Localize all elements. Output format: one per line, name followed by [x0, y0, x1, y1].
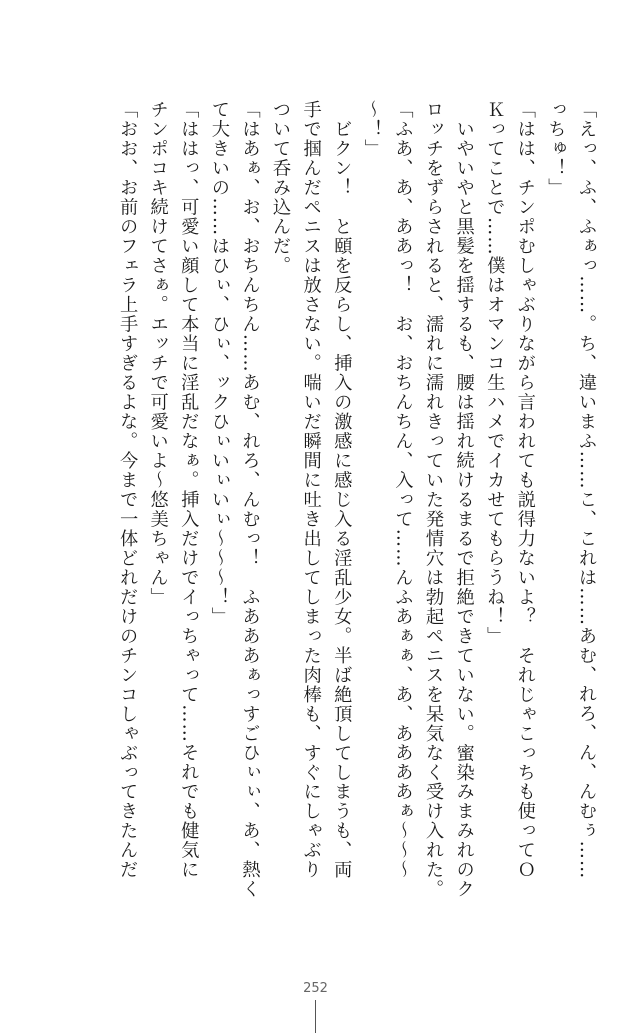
- text-line: いやいやと黒髪を揺するも、腰は揺れ続けるまるで拒絶できていない。蜜染みまみれのク: [453, 100, 475, 900]
- text-line: 手で掴んだペニスは放さない。喘いだ瞬間に吐き出してしまった肉棒も、すぐにしゃぶり: [300, 100, 322, 880]
- text-line: 「はは、チンポむしゃぶりながら言われても説得力ないよ？ それじゃこっちも使ってＯ: [514, 100, 536, 880]
- text-line: チンポコキ続けてさぁ。エッチで可愛いよ〜悠美ちゃん」: [147, 100, 169, 607]
- text-line: Ｋってことで……僕はオマンコ生ハメでイカせてもらうね！」: [484, 100, 506, 646]
- text-line: 「はあぁ、お、おちんちん……あむ、れろ、んむっ！ ふあああぁっすごひぃぃ、あ、熱く: [239, 100, 261, 900]
- text-line: 「ふあ、あ、ああっ！ お、おちんちん、入って……んふあぁぁ、あ、ああああぁ〜〜〜: [392, 100, 414, 880]
- vertical-text-body: [41, 100, 601, 930]
- text-line: 「ははっ、可愛い顔して本当に淫乱だなぁ。挿入だけでイっちゃって……それでも健気に: [178, 100, 200, 880]
- text-line: 〜！」: [361, 100, 383, 159]
- text-line: て大きいの……はひぃ、ひぃ、ックひぃいぃいぃ〜〜〜！」: [208, 100, 230, 627]
- text-line: 「えっ、ふ、ふぁっ……。ち、違いまふ……こ、これは……あむ、れろ、ん、んむぅ……: [576, 100, 597, 880]
- text-line: 「おお、お前のフェラ上手すぎるよな。今まで一体どれだけのチンコしゃぶってきたんだ: [117, 100, 139, 880]
- text-line: ビクン！ と頤を反らし、挿入の激感に感じ入る淫乱少女。半ば絶頂してしまうも、両: [331, 100, 353, 880]
- page-number: 252: [303, 981, 328, 996]
- text-line: ロッチをずらされると、濡れに濡れきっていた発情穴は勃起ペニスを呆気なく受け入れた。: [423, 100, 445, 900]
- text-line: っちゅ！」: [545, 100, 567, 198]
- text-line: ついて呑み込んだ。: [270, 100, 292, 276]
- page-number-rule: [315, 1000, 316, 1033]
